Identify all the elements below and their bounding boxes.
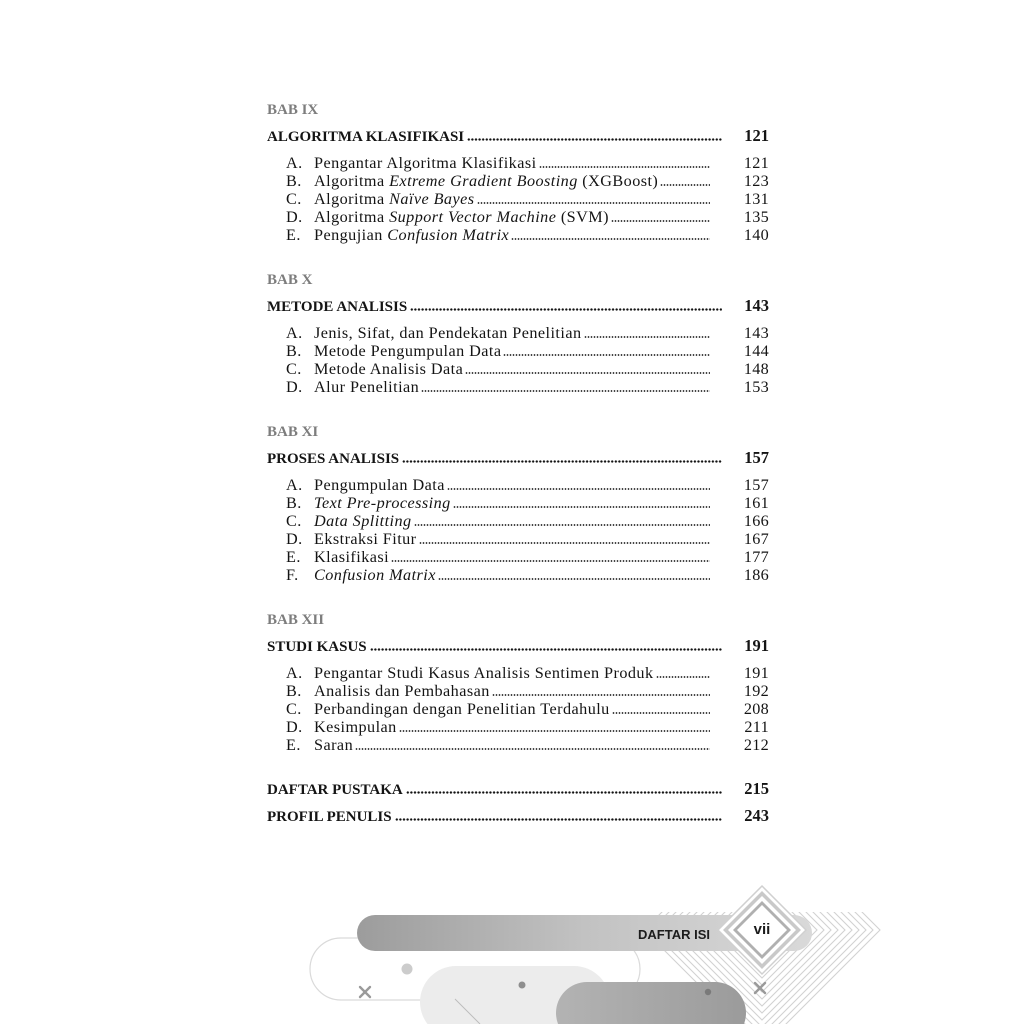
subchapter-title-text: Klasifikasi [314,548,390,566]
toc-back-matter [267,780,769,825]
decor-dot [519,982,526,989]
subchapter-title [314,208,609,226]
subchapter-row [267,718,769,736]
subchapter-list [267,154,769,244]
subchapter-title-text: Metode Analisis Data [314,360,464,378]
subchapter-page-number: 140 [743,226,769,244]
subchapter-letter: D. [286,208,303,226]
subchapter-page-number: 211 [744,718,769,736]
dot-leader [447,488,710,490]
subchapter-title-suffix: (SVM) [556,208,609,226]
subchapter-row [267,208,769,226]
subchapter-title [314,736,353,754]
subchapter-title-text: Analisis dan Pembahasan [314,682,490,700]
subchapter-page-number: 144 [743,342,769,360]
subchapter-title-italic: Data Splitting [314,512,412,530]
dot-leader [467,138,722,141]
subchapter-title-text: Perbandingan dengan Penelitian Terdahulu [314,700,610,718]
chapter-title-row [267,127,769,145]
subchapter-page-number: 191 [743,664,769,682]
subchapter-row [267,566,769,584]
dark-pill-shape [556,982,746,1024]
chapter-number-label: BAB X [267,272,313,288]
dot-leader [399,730,710,732]
subchapter-letter: F. [286,566,299,584]
chapter-title-row [267,637,769,655]
dot-leader [477,202,711,204]
chapter-number-label: BAB XII [267,612,325,628]
subchapter-page-number: 166 [743,512,769,530]
subchapter-row [267,190,769,208]
subchapter-title-italic: Naïve Bayes [389,190,475,208]
dot-leader [453,506,710,508]
subchapter-title [314,530,417,548]
dot-leader [391,560,710,562]
subchapter-page-number: 212 [743,736,769,754]
subchapter-title-text: Kesimpulan [314,718,397,736]
subchapter-title [314,566,436,584]
subchapter-letter: B. [286,682,302,700]
chapter-title: PROSES ANALISIS [267,451,400,467]
dot-leader [611,220,710,222]
subchapter-row [267,664,769,682]
subchapter-row [267,736,769,754]
back-matter-page-number: 215 [744,779,769,798]
toc-chapter-bab-xi [267,423,769,584]
subchapter-row [267,154,769,172]
subchapter-title [314,512,412,530]
footer-page-number: vii [753,921,771,938]
subchapter-list [267,476,769,584]
subchapter-title-italic: Extreme Gradient Boosting [389,172,578,190]
subchapter-title [314,172,658,190]
dot-leader [492,694,710,696]
dot-leader [465,372,710,374]
subchapter-row [267,476,769,494]
subchapter-title-text: Ekstraksi Fitur [314,530,417,548]
subchapter-letter: C. [286,360,302,378]
subchapter-title-text: Metode Pengumpulan Data [314,342,502,360]
subchapter-title [314,154,537,172]
subchapter-page-number: 208 [743,700,769,718]
subchapter-page-number: 123 [743,172,769,190]
cross-icon [360,987,370,997]
subchapter-title-italic: Confusion Matrix [387,226,510,244]
dot-leader [584,336,711,338]
subchapter-title-text: Jenis, Sifat, dan Pendekatan Penelitian [314,324,582,342]
subchapter-page-number: 177 [743,548,769,566]
subchapter-title [314,700,610,718]
subchapter-title [314,718,397,736]
subchapter-title-text: Pengantar Studi Kasus Analisis Sentimen Produk [314,664,654,682]
footer-decoration [0,880,1024,1024]
subchapter-page-number: 143 [743,324,769,342]
subchapter-list [267,664,769,754]
chapter-page-number: 143 [744,296,769,315]
chapter-page-number: 191 [744,636,769,655]
subchapter-page-number: 157 [743,476,769,494]
decor-dot [402,964,413,975]
subchapter-page-number: 131 [743,190,769,208]
subchapter-row [267,682,769,700]
subchapter-row [267,324,769,342]
subchapter-letter: A. [286,476,303,494]
subchapter-letter: E. [286,226,301,244]
subchapter-title-text: Saran [314,736,354,754]
back-matter-title: DAFTAR PUSTAKA [267,782,403,798]
subchapter-list [267,324,769,396]
subchapter-title [314,360,463,378]
chapter-number-label: BAB XI [267,424,319,440]
subchapter-letter: C. [286,190,302,208]
subchapter-row [267,378,769,396]
subchapter-row [267,172,769,190]
subchapter-row [267,512,769,530]
subchapter-row [267,530,769,548]
dot-leader [370,648,722,651]
subchapter-page-number: 161 [743,494,769,512]
dot-leader [406,791,722,794]
footer-section-label: DAFTAR ISI [638,927,710,942]
dot-leader [539,166,710,168]
subchapter-title [314,682,490,700]
subchapter-title [314,548,389,566]
subchapter-title-suffix: (XGBoost) [577,172,659,190]
dot-leader [395,818,722,821]
subchapter-letter: D. [286,718,303,736]
subchapter-title-text: Algoritma [314,208,390,226]
subchapter-title [314,342,501,360]
subchapter-letter: B. [286,342,302,360]
subchapter-page-number: 153 [743,378,769,396]
dot-leader [419,542,710,544]
dot-leader [414,524,710,526]
subchapter-letter: B. [286,172,302,190]
dot-leader [511,238,710,240]
toc-chapter-bab-xii [267,611,769,754]
back-matter-row [267,807,769,825]
subchapter-letter: D. [286,378,303,396]
dot-leader [421,390,710,392]
subchapter-title-text: Algoritma [314,172,390,190]
subchapter-row [267,494,769,512]
subchapter-title [314,324,582,342]
subchapter-title [314,378,419,396]
subchapter-page-number: 148 [743,360,769,378]
dot-leader [612,712,710,714]
table-of-contents [267,101,769,825]
subchapter-title-text: Alur Penelitian [314,378,420,396]
subchapter-title-italic: Confusion Matrix [314,566,436,584]
subchapter-letter: B. [286,494,302,512]
subchapter-title [314,664,654,682]
dot-leader [503,354,710,356]
subchapter-title [314,476,445,494]
toc-chapter-bab-ix [267,101,769,244]
dot-leader [355,748,710,750]
subchapter-title [314,190,475,208]
chapter-title-row [267,297,769,315]
back-matter-title: PROFIL PENULIS [267,809,392,825]
dot-leader [660,184,710,186]
cross-icon [755,983,765,993]
subchapter-row [267,226,769,244]
subchapter-row [267,360,769,378]
chapter-title: METODE ANALISIS [267,299,408,315]
subchapter-page-number: 192 [743,682,769,700]
dot-leader [438,578,710,580]
chapter-title: ALGORITMA KLASIFIKASI [267,129,465,145]
chapter-title: STUDI KASUS [267,639,367,655]
subchapter-row [267,548,769,566]
subchapter-page-number: 121 [743,154,769,172]
subchapter-title-text: Pengumpulan Data [314,476,445,494]
decor-dot [705,989,711,995]
subchapter-title-text: Pengujian [314,226,388,244]
toc-chapter-bab-x [267,271,769,396]
subchapter-row [267,342,769,360]
subchapter-page-number: 135 [743,208,769,226]
chapter-title-row [267,449,769,467]
chapter-number-label: BAB IX [267,102,319,118]
subchapter-title [314,494,451,512]
subchapter-title-italic: Support Vector Machine [389,208,557,226]
subchapter-letter: E. [286,736,301,754]
subchapter-page-number: 167 [743,530,769,548]
dot-leader [410,308,722,311]
subchapter-title [314,226,509,244]
chapter-page-number: 121 [744,126,769,145]
dot-leader [656,676,711,678]
subchapter-title-italic: Text Pre-processing [314,494,451,512]
subchapter-letter: D. [286,530,303,548]
dot-leader [402,460,722,463]
subchapter-letter: C. [286,700,302,718]
subchapter-letter: C. [286,512,302,530]
chapter-page-number: 157 [744,448,769,467]
subchapter-letter: A. [286,324,303,342]
back-matter-row [267,780,769,798]
subchapter-title-text: Algoritma [314,190,390,208]
subchapter-letter: A. [286,664,303,682]
subchapter-title-text: Pengantar Algoritma Klasifikasi [314,154,537,172]
subchapter-letter: E. [286,548,301,566]
subchapter-page-number: 186 [743,566,769,584]
subchapter-letter: A. [286,154,303,172]
subchapter-row [267,700,769,718]
back-matter-page-number: 243 [744,806,769,825]
